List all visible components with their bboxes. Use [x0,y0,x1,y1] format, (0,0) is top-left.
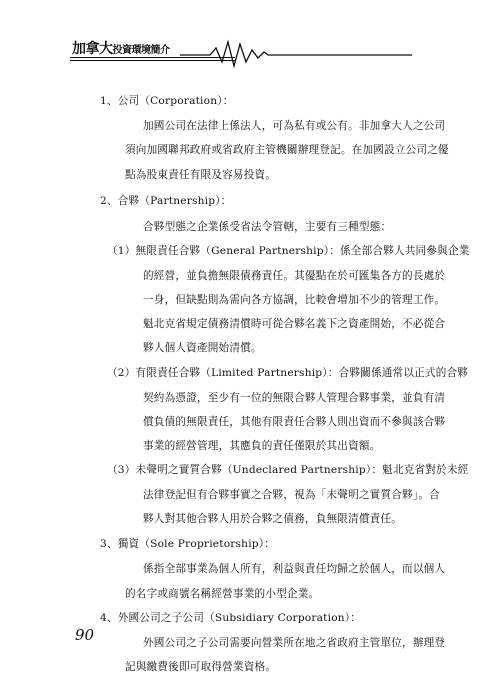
paragraph-line: 係指全部事業為個人所有，利益與責任均歸之於個人，而以個人 [143,563,446,575]
heartbeat-line-icon [0,0,480,70]
subsection-heading: （1）無限責任合夥（General Partnership）：係全部合夥人共同參與企業 [107,245,470,257]
subsection-heading: （3）未聲明之實質合夥（Undeclared Partnership）：魁北克省對於未經 [107,464,469,476]
paragraph-line: 魁北克省規定債務清償時可從合夥名義下之資產開始，不必從合 [143,318,446,330]
paragraph-line: 外國公司之子公司需要向營業所在地之省政府主管單位，辦理登 [143,637,446,649]
paragraph-line: 法律登記但有合夥事實之合夥，視為「未聲明之實質合夥」。合 [143,489,440,501]
section-heading-sole-proprietorship: 3、獨資（Sole Proprietorship）： [100,538,276,550]
paragraph-line: 合夥型態之企業係受省法令管轄，主要有三種型態： [143,221,392,233]
running-head-small: 投資環境簡介 [112,45,170,56]
paragraph-line: 加國公司在法律上係法人，可為私有或公有。非加拿大人之公司 [143,120,446,132]
paragraph-line: 夥人對其他合夥人用於合夥之債務，負無限清償責任。 [143,513,403,525]
subsection-heading: （2）有限責任合夥（Limited Partnership）：合夥關係通常以正式的合夥 [107,367,469,379]
paragraph-line: 點為股東責任有限及容易投資。 [125,169,277,181]
paragraph-line: 的經營，並負擔無限債務責任。其優點在於可匯集各方的長處於 [143,270,446,282]
paragraph-line: 一身，但缺點則為需向各方協調，比較會增加不少的管理工作。 [143,294,446,306]
section-heading-corporation: 1、公司（Corporation）： [100,95,234,107]
running-head-big: 加拿大 [72,41,113,57]
paragraph-line: 記與繳費後即可取得營業資格。 [125,661,277,673]
paragraph-line: 償負債的無限責任，其他有限責任合夥人則出資而不參與該合夥 [143,416,446,428]
page-header [0,0,480,70]
section-heading-partnership: 2、合夥（Partnership）： [100,195,232,207]
section-heading-subsidiary: 4、外國公司之子公司（Subsidiary Corporation）： [100,612,362,624]
paragraph-line: 的名字或商號名稱經營事業的小型企業。 [125,588,320,600]
running-head-title [72,40,170,59]
paragraph-line: 契約為憑證，至少有一位的無限合夥人管理合夥事業，並負有清 [143,392,446,404]
paragraph-line: 事業的經營管理，其應負的責任僅限於其出資額。 [143,440,381,452]
page-number: 90 [75,626,95,644]
paragraph-line: 夥人個人資產開始清償。 [143,342,262,354]
paragraph-line: 須向加國聯邦政府或省政府主管機關辦理登記。在加國設立公司之優 [125,144,449,156]
